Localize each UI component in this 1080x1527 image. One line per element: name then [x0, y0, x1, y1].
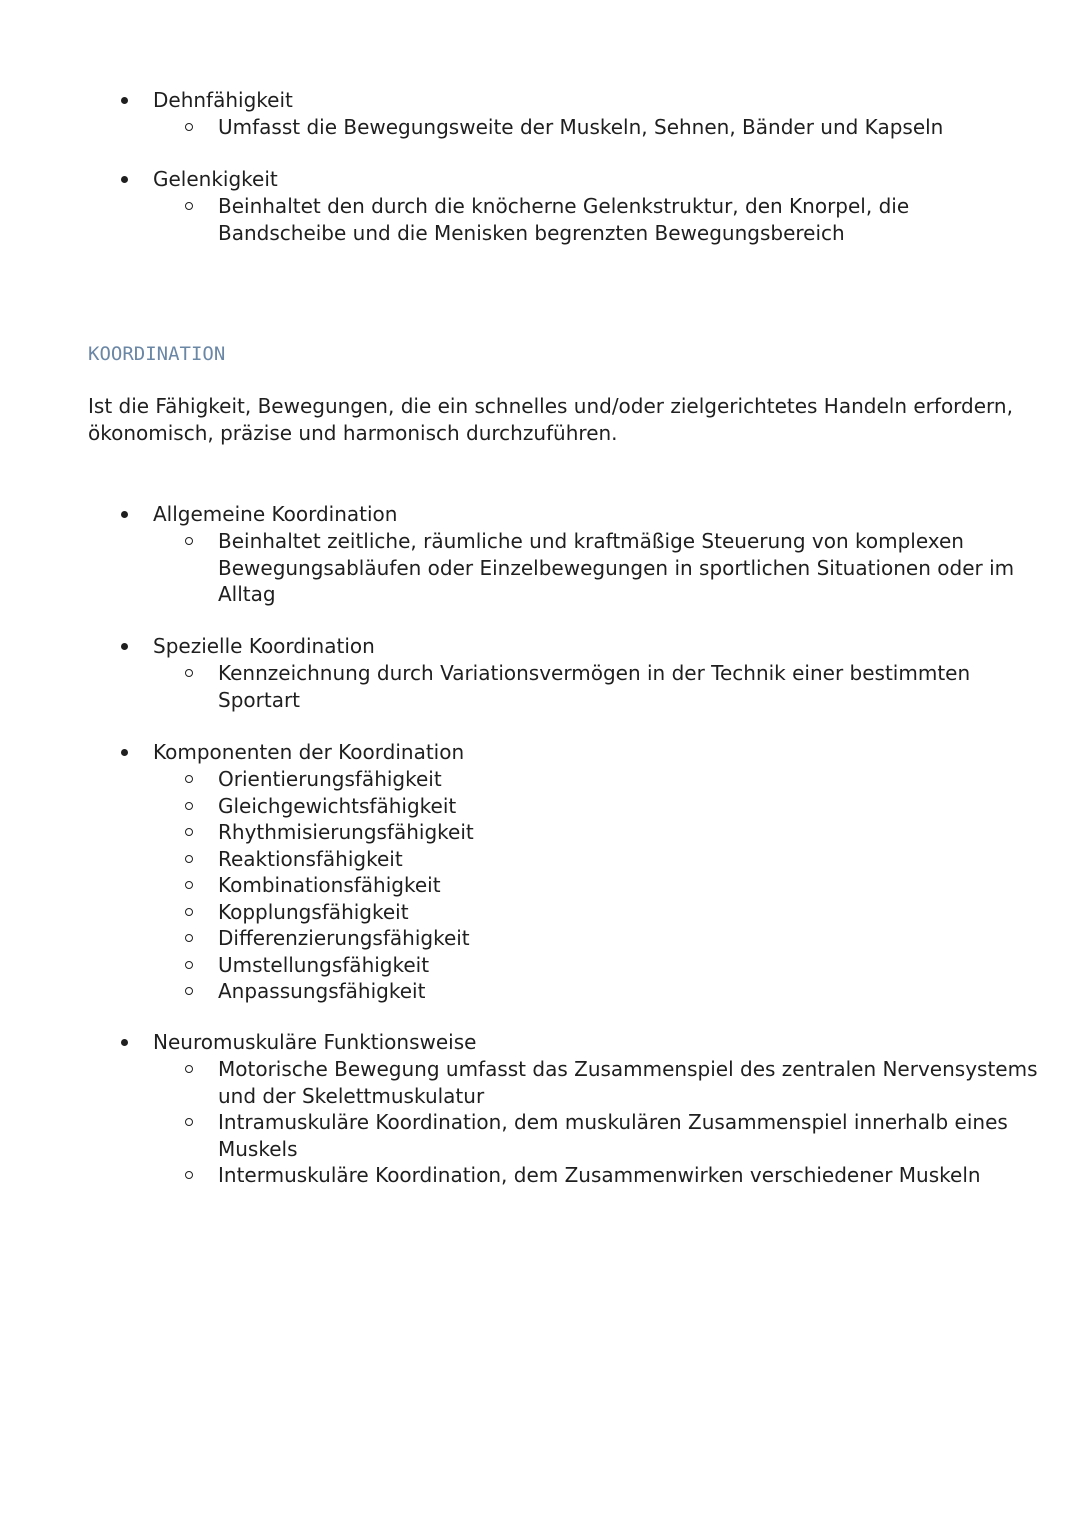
sub-list-item	[0, 193, 1080, 246]
sub-list	[0, 193, 1080, 246]
bullet-title: Dehnfähigkeit	[153, 88, 293, 112]
hollow-circle-bullet-icon	[185, 908, 193, 916]
sub-list-item	[0, 846, 1080, 873]
sub-item-line: Muskels	[218, 1136, 298, 1161]
sub-item-text	[218, 114, 1008, 141]
section-spezielle-koordination	[0, 633, 1080, 713]
sub-item-line: Kopplungsfähigkeit	[218, 899, 409, 924]
sub-list-item	[0, 952, 1080, 979]
sub-item-text	[218, 528, 1015, 608]
sub-item-line: Bewegungsabläufen oder Einzelbewegungen in sportlichen Situationen oder im	[218, 555, 1015, 580]
hollow-circle-bullet-icon	[185, 537, 193, 545]
sub-list-item	[0, 528, 1080, 608]
sub-list	[0, 660, 1080, 713]
sub-item-line: Beinhaltet zeitliche, räumliche und kraftmäßige Steuerung von komplexen	[218, 529, 964, 553]
hollow-circle-bullet-icon	[185, 881, 193, 889]
sub-list-item	[0, 660, 1080, 713]
sub-item-line: Gleichgewichtsfähigkeit	[218, 793, 457, 818]
sub-item-text	[218, 793, 1008, 820]
bullet-item	[0, 501, 1080, 528]
hollow-circle-bullet-icon	[185, 1065, 193, 1073]
sub-item-line: Umfasst die Bewegungsweite der Muskeln, Sehnen, Bänder und Kapseln	[218, 115, 944, 139]
sub-item-text	[218, 1109, 1008, 1162]
sub-item-line: Umstellungsfähigkeit	[218, 952, 430, 977]
sub-item-text	[218, 978, 1008, 1005]
sub-item-line: Rhythmisierungsfähigkeit	[218, 820, 474, 844]
sub-item-line: Sportart	[218, 687, 301, 712]
bullet-item	[0, 166, 1080, 193]
bullet-dot-icon	[121, 1039, 128, 1046]
hollow-circle-bullet-icon	[185, 855, 193, 863]
sub-item-text	[218, 952, 1008, 979]
bullet-item	[0, 87, 1080, 114]
intro-paragraph	[88, 393, 1013, 447]
sub-list-item	[0, 114, 1080, 141]
bullet-dot-icon	[121, 749, 128, 756]
bullet-title: Spezielle Koordination	[153, 634, 375, 658]
sub-item-line: Reaktionsfähigkeit	[218, 846, 403, 871]
paragraph-line: Ist die Fähigkeit, Bewegungen, die ein schnelles und/oder zielgerichtetes Handeln erfordern,	[88, 394, 1013, 418]
sub-item-text	[218, 872, 1008, 899]
sub-item-line: Kennzeichnung durch Variationsvermögen in der Technik einer bestimmten	[218, 661, 971, 685]
sub-list-item	[0, 899, 1080, 926]
sub-item-line: Anpassungsfähigkeit	[218, 979, 426, 1003]
hollow-circle-bullet-icon	[185, 1171, 193, 1179]
sub-item-line: Bandscheibe und die Menisken begrenzten Bewegungsbereich	[218, 220, 845, 245]
section-heading: KOORDINATION	[88, 343, 226, 365]
sub-item-text	[218, 1162, 1008, 1189]
sub-list-item	[0, 793, 1080, 820]
bullet-dot-icon	[121, 97, 128, 104]
sub-list-item	[0, 978, 1080, 1005]
sub-list-item	[0, 925, 1080, 952]
bullet-item	[0, 739, 1080, 766]
hollow-circle-bullet-icon	[185, 802, 193, 810]
section-allgemeine-koordination	[0, 501, 1080, 608]
hollow-circle-bullet-icon	[185, 961, 193, 969]
sub-item-text	[218, 766, 1008, 793]
section-neuromuskulaer	[0, 1029, 1080, 1189]
sub-item-line: und der Skelettmuskulatur	[218, 1083, 485, 1108]
section-dehnfaehigkeit	[0, 87, 1080, 141]
sub-list-item	[0, 1162, 1080, 1189]
section-komponenten	[0, 739, 1080, 1005]
sub-list	[0, 114, 1080, 141]
sub-item-text	[218, 193, 1008, 246]
sub-list-item	[0, 819, 1080, 846]
sub-item-text	[218, 660, 1008, 713]
hollow-circle-bullet-icon	[185, 987, 193, 995]
hollow-circle-bullet-icon	[185, 202, 193, 210]
sub-list-item	[0, 766, 1080, 793]
sub-list	[0, 1056, 1080, 1189]
sub-item-line: Differenzierungsfähigkeit	[218, 926, 470, 950]
sub-item-text	[218, 819, 1008, 846]
sub-item-line: Orientierungsfähigkeit	[218, 767, 442, 791]
hollow-circle-bullet-icon	[185, 123, 193, 131]
sub-item-line: Intramuskuläre Koordination, dem muskulären Zusammenspiel innerhalb eines	[218, 1110, 1008, 1134]
sub-item-text	[218, 925, 1008, 952]
bullet-title: Komponenten der Koordination	[153, 740, 465, 764]
sub-item-text	[218, 846, 1008, 873]
bullet-title: Allgemeine Koordination	[153, 502, 398, 526]
sub-item-line: Beinhaltet den durch die knöcherne Gelenkstruktur, den Knorpel, die	[218, 194, 910, 218]
sub-list	[0, 766, 1080, 1005]
sub-list	[0, 528, 1080, 608]
sub-list-item	[0, 1109, 1080, 1162]
bullet-title: Neuromuskuläre Funktionsweise	[153, 1030, 477, 1054]
sub-item-line: Kombinationsfähigkeit	[218, 873, 441, 897]
section-gelenkigkeit	[0, 166, 1080, 246]
sub-list-item	[0, 1056, 1080, 1109]
sub-item-line: Alltag	[218, 582, 276, 606]
sub-item-line: Motorische Bewegung umfasst das Zusammenspiel des zentralen Nervensystems	[218, 1057, 1038, 1081]
bullet-item	[0, 1029, 1080, 1056]
bullet-item	[0, 633, 1080, 660]
hollow-circle-bullet-icon	[185, 934, 193, 942]
sub-list-item	[0, 872, 1080, 899]
bullet-dot-icon	[121, 643, 128, 650]
bullet-dot-icon	[121, 511, 128, 518]
hollow-circle-bullet-icon	[185, 669, 193, 677]
hollow-circle-bullet-icon	[185, 828, 193, 836]
sub-item-text	[218, 1056, 1038, 1109]
sub-item-text	[218, 899, 1008, 926]
bullet-title: Gelenkigkeit	[153, 167, 278, 191]
bullet-dot-icon	[121, 176, 128, 183]
hollow-circle-bullet-icon	[185, 1118, 193, 1126]
hollow-circle-bullet-icon	[185, 775, 193, 783]
sub-item-line: Intermuskuläre Koordination, dem Zusammenwirken verschiedener Muskeln	[218, 1163, 981, 1187]
paragraph-line: ökonomisch, präzise und harmonisch durchzuführen.	[88, 421, 618, 445]
